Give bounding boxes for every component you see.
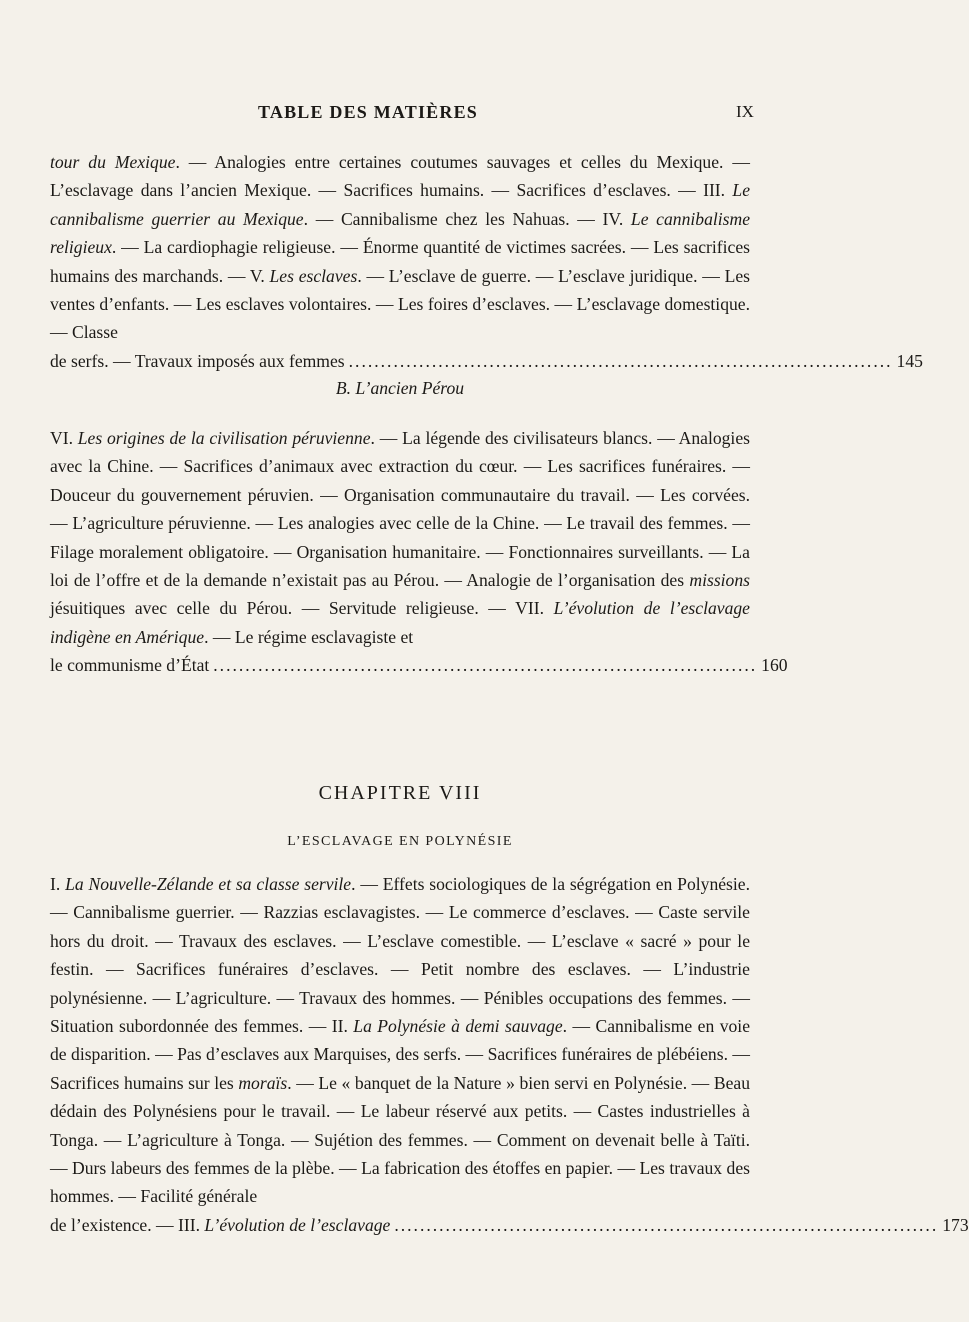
- toc-leader-text: [50, 1211, 390, 1239]
- toc-leader-text: de serfs. — Travaux imposés aux femmes: [50, 350, 345, 371]
- toc-leader-line: [50, 1211, 969, 1239]
- toc-leader-text-plain: de l’existence. — III.: [50, 1214, 205, 1235]
- chapter-subtitle: L’ESCLAVAGE EN POLYNÉSIE: [287, 834, 513, 849]
- toc-page-ref: 160: [761, 655, 788, 676]
- toc-page-ref: 173: [942, 1214, 969, 1235]
- toc-leader-line: [50, 651, 788, 679]
- dot-leader: .....................................................................................: [348, 350, 893, 371]
- dot-leader: .....................................................................................: [394, 1214, 939, 1235]
- page-number: IX: [736, 102, 754, 121]
- toc-entry-body: VI. Les origines de la civilisation péruvienne. — La légende des civilisateurs blancs. — Analogies avec la Chine. — Sacrifices d’animaux avec extraction du cœur. — Les sacrifices funéraires. — Douceur du gouvernement péruvien. — Organisation communautaire du travail. — Les corvées. — L’agriculture péruvienne. — Les analogies avec celle de la Chine. — Le travail des femmes. — Filage moralement obligatoire. — Organisation humanitaire. — Fonctionnaires surveillants. — La loi de l’offre et de la demande n’existait pas au Pérou. — Analogie de l’organisation des missions jésuitiques avec celle du Pérou. — Servitude religieuse. — VII. L’évolution de l’esclavage indigène en Amérique. — Le régime esclavagiste et: [50, 428, 750, 647]
- toc-leader-line: [50, 347, 923, 375]
- running-head: [0, 96, 800, 126]
- toc-page-ref: 145: [896, 350, 923, 371]
- toc-leader-text-italic: L’évolution de l’esclavage: [204, 1214, 391, 1235]
- toc-leader-text: le communisme d’État: [50, 655, 210, 676]
- section-heading: B. L’ancien Pérou: [335, 378, 465, 398]
- dot-leader: .....................................................................................: [213, 655, 758, 676]
- toc-entry-body: tour du Mexique. — Analogies entre certaines coutumes sauvages et celles du Mexique. — L’esclavage dans l’ancien Mexique. — Sacrifices humains. — Sacrifices d’esclaves. — III. Le cannibalisme guerrier au Mexique. — Cannibalisme chez les Nahuas. — IV. Le cannibalisme religieux. — La cardiophagie religieuse. — Énorme quantité de victimes sacrées. — Les sacrifices humains des marchands. — V. Les esclaves. — L’esclave de guerre. — L’esclave juridique. — Les ventes d’enfants. — Les esclaves volontaires. — Les foires d’esclaves. — L’esclavage domestique. — Classe: [50, 152, 751, 343]
- running-title: TABLE DES MATIÈRES: [258, 102, 478, 122]
- toc-entry-body: I. La Nouvelle-Zélande et sa classe servile. — Effets sociologiques de la ségrégation en Polynésie. — Cannibalisme guerrier. — Razzias esclavagistes. — Le commerce d’esclaves. — Caste servile hors du droit. — Travaux des esclaves. — L’esclave comestible. — L’esclave « sacré » pour le festin. — Sacrifices funéraires d’esclaves. — Petit nombre des esclaves. — L’industrie polynésienne. — L’agriculture. — Travaux des hommes. — Pénibles occupations des femmes. — Situation subordonnée des femmes. — II. La Polynésie à demi sauvage. — Cannibalisme en voie de disparition. — Pas d’esclaves aux Marquises, des serfs. — Sacrifices funéraires de plébéiens. — Sacrifices humains sur les moraïs. — Le « banquet de la Nature » bien servi en Polynésie. — Beau dédain des Polynésiens pour le travail. — Le labeur réservé aux petits. — Castes industrielles à Tonga. — L’agriculture à Tonga. — Sujétion des femmes. — Comment on devenait belle à Taïti. — Durs labeurs des femmes de la plèbe. — La fabrication des étoffes en papier. — Les travaux des hommes. — Facilité générale: [50, 874, 751, 1207]
- toc-entry-perou: [50, 424, 788, 680]
- toc-entry-polynesie: [50, 870, 969, 1239]
- toc-entry-mexique: [50, 148, 923, 375]
- chapter-title: CHAPITRE VIII: [318, 782, 482, 804]
